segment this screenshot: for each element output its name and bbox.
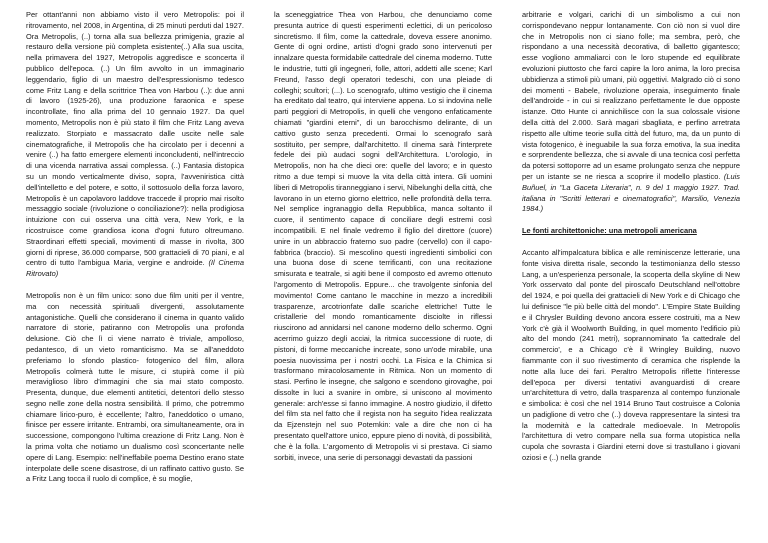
citation: (Luis Buñuel, in "La Gaceta Literaria", n. 9 del 1 maggio 1927. Trad. italiana in "Scritti letterari e cinematografici", Marsilio, Venezia 1984.) — [522, 171, 740, 214]
paragraph-architecture: Accanto all'impalcatura biblica e alle reminiscenze letterarie, una fonte visiva diretta risale, secondo la testimonianza dello stesso Lang, a un'esperienza personale, la scoperta della skyline di New York osservato dal ponte del piroscafo Deutschland nell'ottobre del 1924, e poi quella dei grattacieli di New York e di Chicago che lui definisce "le più belle città del mondo". L'Empire State Building e il Chrysler Building devono ancora essere costruiti, ma a New York c'è già il Woolworth Building, in quel momento l'edificio più alto del mondo (241 metri), soprannominato 'la cattedrale del commercio', e a Chicago c'è il Wringley Building, nuovo fiammante con il suo rivestimento di ceramica che risplende la notte alla luce dei fari. Peraltro Metropolis riflette l'interesse dell'epoca per diversi tentativi avanguardisti di creare un'architettura di vetro, dalla trasparenza al contempo funzionale e simbolica: è così che nel 1914 Bruno Taut costruisce a Colonia un padiglione di vetro che (..) doveva rappresentare la sintesi tra la modernità e la cattedrale medioevale. In Metropolis l'architettura di vetro compare nella sua forma utopistica nella cupola che sovrasta i Giardini eterni dove si trastullano i giovani oziosi e (..) nella grande — [522, 247, 740, 463]
paragraph-intro — [26, 10, 244, 280]
paragraph-continued — [522, 10, 740, 215]
paragraph-critique: Metropolis non è un film unico: sono due film uniti per il ventre, ma con necessità spirituali divergenti, assolutamente antagonistiche. Quelli che considerano il cinema in quanto valido narratore di storie, patiranno con Metropolis una profonda delusione. Ciò che lì ci viene narrato è triviale, ampolloso, pedantesco, di un vieto romanticismo. Ma se all'aneddoto preferiamo lo sfondo plastico- fotogenico del film, allora Metropolis colmerà tutte le misure, ci stupirà come il più meraviglioso libro d'immagini che sia mai stato composto. Presenta, dunque, due elementi antitetici, detentori dello stesso segno nelle zone della nostra sensibilità. Il primo, che potremmo chiamare lirico-puro, è eccellente; l'altro, l'aneddotico o umano, finisce per essere irritante. Entrambi, ora simultaneamente, ora in successione, compongono l'ultima creazione di Fritz Lang. Non è la prima volta che notiamo un dualismo così sconcertante nelle opere di Lang. Esempio: nell'ineffabile poema Destino erano state interpolate delle scene disastrose, di un raffinato cattivo gusto. Se a Fritz Lang tocca il ruolo di complice, è su moglie, — [26, 290, 244, 484]
citation: (Il Cinema Ritrovato) — [26, 258, 244, 279]
text-column-right — [522, 10, 740, 464]
paragraph-continued: la sceneggiatrice Thea von Harbou, che denunciamo come presunta autrice di questi esperimenti eclettici, di un pericoloso sincretismo. Il film, come la cattedrale, doveva essere anonimo. Gente di ogni ordine, artisti d'ogni grado sono intervenuti per innalzare questa formidabile cattedrale del cinema moderno. Tutte le industrie, tutti gli ingegneri, folle, attori, addetti alle scene; Karl Freund, l'asso degli operatori tedeschi, con una pleiade di colleghi; scultori; (...). Lo scenografo, ultimo vestigio che il cinema ha ereditato dal teatro, qui interviene appena. Lo si indovina nelle parti peggiori di Metropolis, in quelli che vengono enfaticamente chiamati "giardini eterni", di un barocchismo delirante, di un cattivo gusto senza precedenti. Ormai lo scenografo sarà sostituito, per sempre, dall'architetto. Il cinema sarà l'interprete fedele dei più audaci sogni dell'Architettura. L'orologio, in Metropolis, non ha che dieci ore: quelle del lavoro; e in questo ritmo a due tempi si muove la vita della città intera. Gli uomini liberi di Metropolis tiranneggiano i servi, Nibelunghi della città, che lavorano in un eterno giorno elettrico, nelle profondità della terra. Nel semplice ingranaggio della Repubblica, manca soltanto il cuore, il sentimento capace di conciliare degli estremi così incompatibili. E nel finale vedremo il figlio del direttore (cuore) unire in un abbraccio fraterno suo padre (cervello) con il capo-fabbrica (braccio). Si mescolino questi ingredienti simbolici con una buona dose di scene terrificanti, con una recitazione smisurata e teatrale, si agiti bene il composto ed avremo ottenuto l'argomento di Metropolis. Eppure... che travolgente sinfonia del movimento! Come cantano le macchine in mezzo a incredibili trasparenze, arcotrionfate dalle scariche elettriche! Tutte le cristallerie del mondo romanticamente disciolte in riflessi riuscirono ad annidarsi nel canone moderno dello schermo. Ogni acerrimo guizzo degli acciai, la ritmica successione di ruote, di pistoni, di forme meccaniche increate, sono un'ode mirabile, una poesia nuovissima per i nostri occhi. La Fisica e la Chimica si trasformano miracolosamente in Ritmica. Non un momento di stasi. Perfino le insegne, che salgono e scendono girovaghe, poi dissolte in luci a svanire in ombre, si uniscono al movimento generale: arch'esse si fanno immagine. A nostro giudizio, il difetto del film sta nel fatto che il regista non ha seguito l'idea realizzata da Ejzenstejn nel suo Potemkin: vale a dire che non ci ha presentato quell'attore unico, eppure pieno di novità, di possibilità, che è la folla. L'argomento di Metropolis vi si prestava. Ci siamo sorbiti, invece, una serie di personaggi devastati da passioni — [274, 10, 492, 462]
paragraph-text: arbitrarie e volgari, carichi di un simbolismo a cui non corrispondevano neppur lontanamente. Con ciò non si vuol dire che in Metropolis non ci siano folle; ma sembra, però, che rispondano a una necessità decorativa, di balletto gigantesco; esse vogliono ammaliarci con le loro stupende ed equilibrate evoluzioni piuttosto che farci capire la loro anima, la loro precisa ubbidienza a stimoli più umani, più oggettivi. Malgrado ciò ci sono dei momenti - Babele, rivoluzione operaia, inseguimento finale dell'androide - in cui si realizzano perfettamente le due opposte istanze. Otto Hunte ci annichilisce con la sua colossale visione della città del 2.000. Sarà magari sbagliata, e perfino arretrata rispetto alle ultime teorie sulla città del futuro, ma, da un punto di vista fotogenico, è ineguabile la sua forza emotiva, la sua inedita e sorprendente bellezza, che si avvale di una tecnica così perfetta da potersi sottoporre ad un esame prolungato senza che neppure per un istante se ne riesca a scoprire il modello plastico. — [522, 10, 740, 181]
section-heading: Le fonti architettoniche: una metropoli americana — [522, 226, 697, 236]
text-column-middle — [274, 10, 492, 463]
paragraph-text: Per ottant'anni non abbiamo visto il vero Metropolis: poi il ritrovamento, nel 2008, in Argentina, di 25 minuti perduti dal 1927. Ora Metropolis, (..) torna alla sua bellezza primigenia, grazie al restauro della versione più completa esistente(..) Alla sua uscita, nella primavera del 1927, Metropolis aggredisce e sconcerta il pubblico dell'epoca. (..) Un film avvolto in un immaginario leggendario, figlio di un maestro dell'espressionismo tedesco come Fritz Lang e della scrittrice Thea von Harbou (..): due anni di lavoro (1925-26), una produzione faraonica e spese incontrollate, fino alla prima del 10 gennaio 1927. Da quel momento, Metropolis non è più stato il film che Fritz Lang aveva realizzato. Storpiato e massacrato dalle uscite nelle sale cinematografiche, il Metropolis che ha circolato per i decenni a venire (..) ha fatto emergere elementi inconcludenti, nell'intreccio di una vicenda narrativa assai complessa. (..) Fantasia distopica su un mondo verticalmente diviso, sopra, l'avveniristica città dell'intelletto e del potere, e sotto, il sottosuolo della forza lavoro, Metropolis è un capolavoro laddove traccede il proprio mai risolto messaggio sociale (rivoluzione o conciliazione?): nella prodigiosa intuizione con cui osserva una città vera, New York, e la ricostruisce come grandiosa icona d'ogni futuro oltreumano. Straordinari effetti speciali, movimenti di masse in rivolta, 300 giorni di riprese, 36.000 comparse, 500 grattacieli di 70 piani, e al centro di tutto l'ambigua Maria, vergine e androide. — [26, 10, 244, 268]
text-column-left — [26, 10, 244, 485]
